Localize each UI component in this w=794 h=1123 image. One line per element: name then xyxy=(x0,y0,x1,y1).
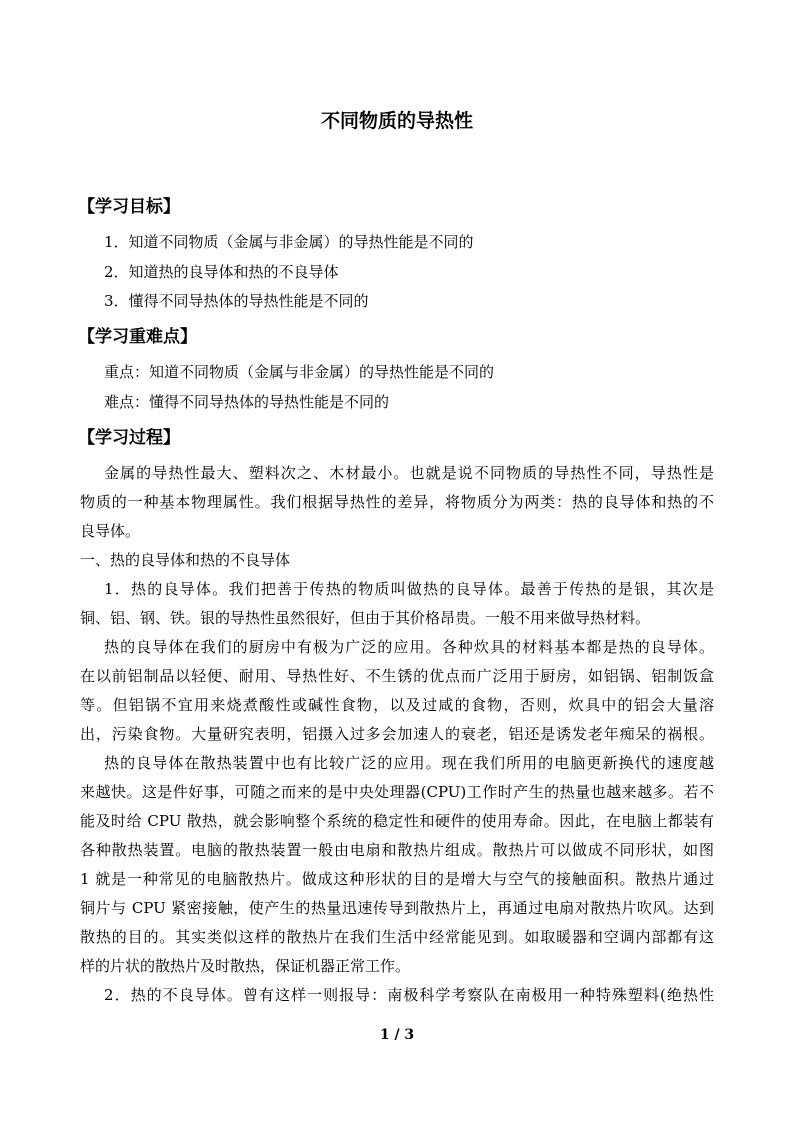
section-heading-key-points: 【学习重难点】 xyxy=(78,327,197,347)
section-heading-process: 【学习过程】 xyxy=(78,428,180,448)
body-line: 样的片状的散热片及时散热，保证机器正常工作。 xyxy=(80,957,411,975)
body-line: 1．热的良导体。我们把善于传热的物质叫做热的良导体。最善于传热的是银，其次是 xyxy=(104,580,714,598)
body-line: 2．热的不良导体。曾有这样一则报导：南极科学考察队在南极用一种特殊塑料(绝热性 xyxy=(104,986,714,1004)
body-line: 铜片与 CPU 紧密接触，使产生的热量迅速传导到散热片上，再通过电扇对散热片吹风。达到 xyxy=(80,899,714,917)
key-point-item: 重点：知道不同物质（金属与非金属）的导热性能是不同的 xyxy=(104,363,495,381)
body-line: 散热的目的。其实类似这样的散热片在我们生活中经常能见到。如取暖器和空调内部都有这 xyxy=(80,928,714,946)
document-title: 不同物质的导热性 xyxy=(320,110,473,132)
body-line: 出，污染食物。大量研究表明，铝摄入过多会加速人的衰老，铝还是诱发老年痴呆的祸根。 xyxy=(80,725,714,743)
goal-item: 1．知道不同物质（金属与非金属）的导热性能是不同的 xyxy=(104,233,474,251)
body-line: 1 就是一种常见的电脑散热片。做成这种形状的目的是增大与空气的接触面积。散热片通过 xyxy=(80,870,714,888)
page-indicator: 1 / 3 xyxy=(379,1027,415,1043)
body-line: 热的良导体在散热装置中也有比较广泛的应用。现在我们所用的电脑更新换代的速度越 xyxy=(104,754,714,772)
key-point-item: 难点：懂得不同导热体的导热性能是不同的 xyxy=(104,393,390,411)
body-line: 金属的导热性最大、塑料次之、木材最小。也就是说不同物质的导热性不同，导热性是 xyxy=(104,464,714,482)
body-line: 物质的一种基本物理属性。我们根据导热性的差异，将物质分为两类：热的良导体和热的不 xyxy=(80,493,714,511)
section-heading-goals: 【学习目标】 xyxy=(78,197,180,217)
subsection-heading: 一、热的良导体和热的不良导体 xyxy=(80,551,291,569)
body-line: 铜、铝、钢、铁。银的导热性虽然很好，但由于其价格昂贵。一般不用来做导热材料。 xyxy=(80,609,651,627)
body-line: 良导体。 xyxy=(80,522,141,540)
body-line: 热的良导体在我们的厨房中有极为广泛的应用。各种炊具的材料基本都是热的良导体。 xyxy=(104,638,714,656)
body-line: 等。但铝锅不宜用来烧煮酸性或碱性食物，以及过咸的食物，否则，炊具中的铝会大量溶 xyxy=(80,696,714,714)
body-line: 来越快。这是件好事，可随之而来的是中央处理器(CPU)工作时产生的热量也越来越多。若不 xyxy=(80,783,714,801)
body-line: 各种散热装置。电脑的散热装置一般由电扇和散热片组成。散热片可以做成不同形状，如图 xyxy=(80,841,714,859)
goal-item: 3．懂得不同导热体的导热性能是不同的 xyxy=(104,292,369,310)
goal-item: 2．知道热的良导体和热的不良导体 xyxy=(104,263,339,281)
body-line: 能及时给 CPU 散热，就会影响整个系统的稳定性和硬件的使用寿命。因此，在电脑上都装有 xyxy=(80,812,714,830)
body-line: 在以前铝制品以轻便、耐用、导热性好、不生锈的优点而广泛用于厨房，如铝锅、铝制饭盒 xyxy=(80,667,714,685)
